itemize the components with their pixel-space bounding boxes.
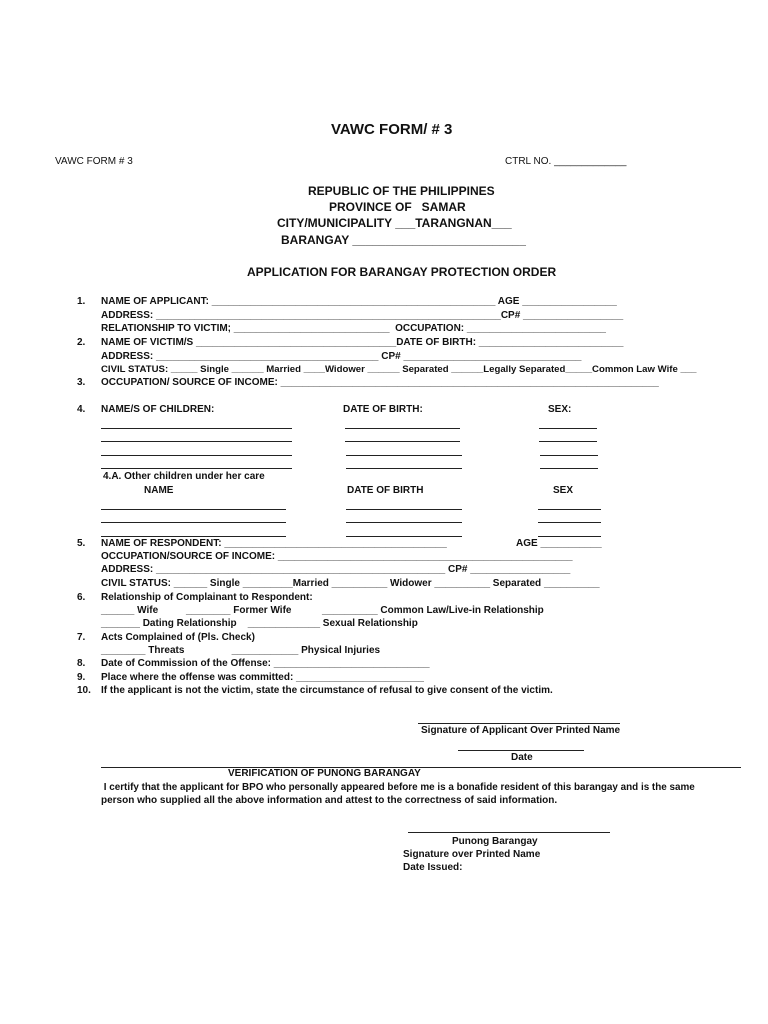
verification-text-1: I certify that the applicant for BPO who personally appeared before me is a bonafide resident of this barangay and is the same — [101, 782, 695, 793]
other-child-dob-blank — [346, 522, 462, 523]
child-sex-blank — [539, 428, 597, 429]
child-sex-blank — [540, 455, 598, 456]
child-name-blank — [101, 468, 292, 469]
ctrl-no: CTRL NO. _____________ — [505, 156, 627, 167]
other-children-sex-header: SEX — [553, 485, 574, 496]
section-number-9: 9. — [77, 672, 86, 683]
relationship-heading: Relationship of Complainant to Respondent: — [101, 592, 313, 603]
application-title: APPLICATION FOR BARANGAY PROTECTION ORDER — [247, 265, 557, 279]
child-dob-blank — [346, 455, 462, 456]
occupation-line: OCCUPATION/ SOURCE OF INCOME: ____________________________________________________________________ — [101, 377, 659, 388]
punong-barangay-label: Punong Barangay — [452, 836, 538, 847]
relationship-line: RELATIONSHIP TO VICTIM; ____________________________ OCCUPATION: _________________________ — [101, 323, 606, 334]
offense-place-line: Place where the offense was committed: _______________________ — [101, 672, 424, 683]
victim-address-line: ADDRESS: ________________________________________ CP# ________________________________ — [101, 351, 582, 362]
applicant-signature-label: Signature of Applicant Over Printed Name — [421, 725, 621, 736]
respondent-address-line: ADDRESS: ____________________________________________________ CP# __________________ — [101, 564, 571, 575]
respondent-age-line: AGE ___________ — [516, 538, 602, 549]
children-name-header: NAME/S OF CHILDREN: — [101, 404, 215, 415]
form-number: VAWC FORM # 3 — [55, 156, 133, 167]
refusal-circumstance-line: If the applicant is not the victim, state the circumstance of refusal to give consent of the victim. — [101, 685, 553, 696]
punong-signature-line — [408, 832, 610, 833]
acts-options: ________ Threats ____________ Physical Injuries — [101, 645, 381, 656]
province-line: PROVINCE OF SAMAR — [329, 200, 466, 214]
date-issued-label: Date Issued: — [403, 862, 463, 873]
children-dob-header: DATE OF BIRTH: — [343, 404, 423, 415]
child-dob-blank — [345, 428, 460, 429]
child-name-blank — [101, 455, 292, 456]
other-child-sex-blank — [538, 522, 601, 523]
applicant-address-line: ADDRESS: ______________________________________________________________CP# __________________ — [101, 310, 624, 321]
form-title: VAWC FORM/ # 3 — [331, 121, 453, 138]
child-sex-blank — [540, 468, 598, 469]
child-dob-blank — [345, 441, 460, 442]
section-number-10: 10. — [77, 685, 91, 696]
verification-divider — [101, 767, 741, 768]
section-number-7: 7. — [77, 632, 86, 643]
other-child-name-blank — [101, 522, 286, 523]
applicant-name-line: NAME OF APPLICANT: ___________________________________________________ AGE _________________ — [101, 296, 617, 307]
offense-date-line: Date of Commission of the Offense: ____________________________ — [101, 658, 430, 669]
child-dob-blank — [346, 468, 462, 469]
date-line — [458, 750, 584, 751]
relationship-options-1: ______ Wife ________ Former Wife __________ Common Law/Live-in Relationship — [101, 605, 544, 616]
section-number-4: 4. — [77, 404, 86, 415]
respondent-civil-status-line: CIVIL STATUS: ______ Single _________Married __________ Widower __________ Separated __________ — [101, 578, 600, 589]
child-name-blank — [101, 428, 292, 429]
city-line: CITY/MUNICIPALITY ___TARANGNAN___ — [277, 216, 512, 230]
barangay-line: BARANGAY __________________________ — [281, 233, 526, 247]
relationship-options-2: _______ Dating Relationship _____________ Sexual Relationship — [101, 618, 418, 629]
section-number-8: 8. — [77, 658, 86, 669]
other-child-name-blank — [101, 536, 286, 537]
victim-name-line: NAME OF VICTIM/S ____________________________________DATE OF BIRTH: __________________________ — [101, 337, 624, 348]
respondent-name-line: NAME OF RESPONDENT: ________________________________________ — [101, 538, 447, 549]
other-child-dob-blank — [346, 536, 462, 537]
child-name-blank — [101, 441, 292, 442]
other-children-name-header: NAME — [144, 485, 174, 496]
other-child-name-blank — [101, 509, 286, 510]
victim-civil-status-line: CIVIL STATUS: _____ Single ______ Married ____Widower ______ Separated ______Legally Separated_____Common Law Wife ___ — [101, 364, 697, 375]
section-number-3: 3. — [77, 377, 86, 388]
verification-title: VERIFICATION OF PUNONG BARANGAY — [228, 768, 421, 779]
children-sex-header: SEX: — [548, 404, 572, 415]
child-sex-blank — [539, 441, 597, 442]
other-children-dob-header: DATE OF BIRTH — [347, 485, 424, 496]
acts-heading: Acts Complained of (Pls. Check) — [101, 632, 255, 643]
section-number-6: 6. — [77, 592, 86, 603]
other-child-sex-blank — [538, 536, 601, 537]
other-child-dob-blank — [346, 509, 462, 510]
other-child-sex-blank — [538, 509, 601, 510]
verification-text-2: person who supplied all the above information and attest to the correctness of said information. — [101, 795, 558, 806]
other-children-heading: 4.A. Other children under her care — [103, 471, 265, 482]
section-number-1: 1. — [77, 296, 86, 307]
section-number-5: 5. — [77, 538, 86, 549]
republic-line: REPUBLIC OF THE PHILIPPINES — [308, 184, 495, 198]
applicant-signature-line — [418, 723, 620, 724]
section-number-2: 2. — [77, 337, 86, 348]
respondent-occupation-line: OCCUPATION/SOURCE OF INCOME: _____________________________________________________ — [101, 551, 573, 562]
signature-printed-name-label: Signature over Printed Name — [403, 849, 541, 860]
date-label: Date — [511, 752, 533, 763]
